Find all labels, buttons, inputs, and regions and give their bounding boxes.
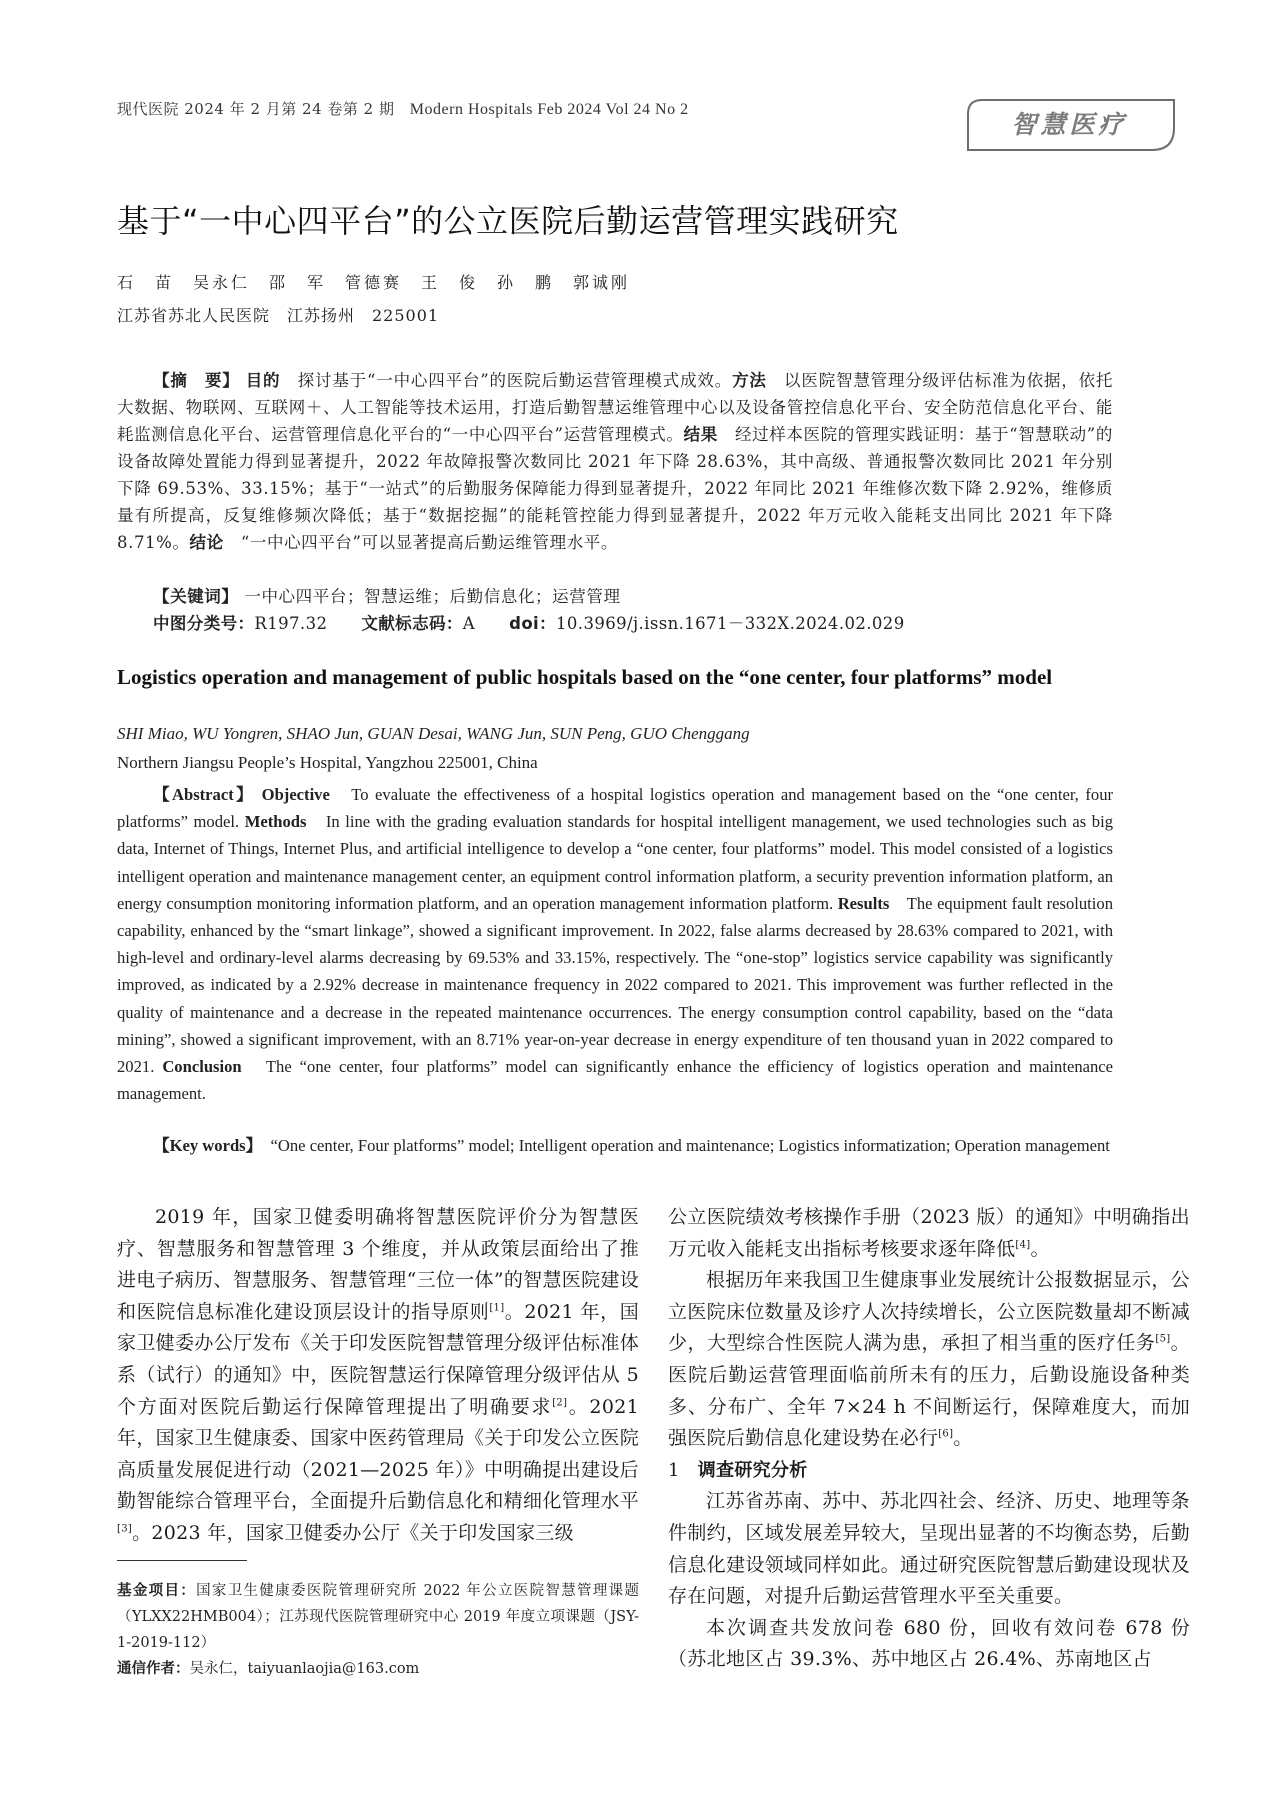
results-text-cn: 经过样本医院的管理实践证明：基于“智慧联动”的设备故障处置能力得到显著提升，2022 年故障报警次数同比 2021 年下降 28.63%，其中高级、普通报警次数同比 2021 年分别下降 69.53%、33.15%；基于“一站式”的后勤服务保障能力得到显著提升，2022 年同比 2021 年维修次数下降 2.92%，维修质量有所提高，反复维修频次降低；基于“数据挖掘”的能耗管控能力得到显著提升，2022 年万元收入能耗支出同比 2021 年下降 8.71%。 [117,425,1113,552]
keywords-text-cn: 一中心四平台；智慧运维；后勤信息化；运营管理 [244,587,621,606]
authors-cn: 石 苗 吴永仁 邵 军 管德赛 王 俊 孙 鹏 郭诚刚 [117,273,631,292]
keywords-en [117,1132,1113,1159]
results-text-en: The equipment fault resolution capability, enhanced by the “smart linkage”, showed a significant improvement. In 2022, false alarms decreased by 28.63% compared to 2021, with high-level and ordinary-level alarms decreasing by 69.53% and 33.15%, respectively. The “one-stop” logistics service capability was significantly improved, as indicated by a 2.92% decrease in maintenance frequency in 2022 compared to 2021. This improvement was further reflected in the quality of maintenance and a decrease in the repeated maintenance occurrences. The energy consumption control capability, based on the “data mining”, showed a significant improvement, with an 8.71% year-on-year decrease in energy expenditure of ten thousand yuan in 2022 compared to 2021. [117,893,1113,1077]
doccode-label: 文献标志码： [361,614,463,633]
conclusion-text-en: The “one center, four platforms” model can significantly enhance the efficiency of logistics operation and maintenance management. [117,1057,1114,1104]
abstract-cn [117,367,1113,556]
abstract-label-en: 【Abstract】 [153,785,256,804]
abstract-en [117,781,1113,1107]
journal-cn: 现代医院 2024 年 2 月第 24 卷第 2 期 [117,100,395,118]
keywords-text-en: “One center, Four platforms” model; Intelligent operation and maintenance; Logistics informatization; Operation management [253,1136,1110,1155]
body-paragraph [117,1202,639,1550]
citation[interactable]: [4] [1015,1239,1031,1251]
objective-label-en: Objective [261,785,330,804]
results-label-cn: 结果 [683,425,718,444]
methods-label-en: Methods [244,812,307,832]
conclusion-label-cn: 结论 [189,533,224,552]
body-text: 。 [953,1427,973,1450]
citation[interactable]: [6] [938,1428,954,1440]
doccode-value: A [462,614,476,633]
body-column-left [117,1202,639,1550]
body-text: 。2023 年，国家卫健委办公厅《关于印发国家三级 [132,1521,574,1544]
running-header [117,98,689,119]
keywords-cn [117,583,1149,610]
clc-label: 中图分类号： [153,614,255,633]
body-text: 。2021 年，国家卫健委办公厅发布《关于印发医院智慧管理分级评估标准体系（试行）的通知》中，医院智慧运行保障管理分级评估从 5 个方面对医院后勤运行保障管理提出了明确要求 [117,1300,639,1418]
body-paragraph [668,1202,1190,1265]
body-text: 公立医院绩效考核操作手册（2023 版）的通知》中明确指出万元收入能耗支出指标考核要求逐年降低 [668,1206,1190,1260]
body-paragraph [668,1265,1190,1455]
affiliation-en: Northern Jiangsu People’s Hospital, Yangzhou 225001, China [117,753,538,772]
objective-label-cn: 目的 [245,371,281,390]
correspondence-text: 吴永仁，taiyuanlaojia@163.com [189,1661,420,1677]
journal-en: Modern Hospitals Feb 2024 Vol 24 No 2 [409,101,689,118]
section-number: 1 [668,1459,680,1481]
methods-text-en: In line with the grading evaluation standards for hospital intelligent management, we used technologies such as big data, Internet of Things, Internet Plus, and artificial intelligence to develop a “one center, four platforms” model. This model consisted of a logistics intelligent operation and maintenance management center, an equipment control information platform, a security prevention information platform, an energy consumption monitoring information platform, and an operation management information platform. [117,812,1113,913]
fund-label: 基金项目： [117,1583,197,1599]
section-title: 调查研究分析 [697,1459,808,1481]
objective-text-cn: 探讨基于“一中心四平台”的医院后勤运营管理模式成效。 [280,371,733,390]
section-heading [668,1455,1190,1487]
body-paragraph: 江苏省苏南、苏中、苏北四社会、经济、历史、地理等条件制约，区域发展差异较大，呈现出显著的不均衡态势，后勤信息化建设领域同样如此。通过研究医院智慧后勤建设现状及存在问题，对提升后勤运营管理水平至关重要。 [668,1490,1190,1608]
body-text: 。 [1030,1237,1050,1260]
authors-en: SHI Miao, WU Yongren, SHAO Jun, GUAN Desai, WANG Jun, SUN Peng, GUO Chenggang [117,724,750,743]
body-column-right [668,1202,1190,1676]
footnotes [117,1578,639,1682]
fund-footnote [117,1578,639,1656]
citation[interactable]: [5] [1155,1334,1171,1346]
body-text: 2019 年，国家卫健委明确将智慧医院评价分为智慧医疗、智慧服务和智慧管理 3 个维度，并从政策层面给出了推进电子病历、智慧服务、智慧管理“三位一体”的智慧医院建设和医院信息标准化建设顶层设计的指导原则 [117,1206,639,1323]
fund-text: 国家卫生健康委医院管理研究所 2022 年公立医院智慧管理课题（YLXX22HMB004）；江苏现代医院管理研究中心 2019 年度立项课题（JSY-1-2019-112） [117,1583,639,1651]
correspondence-label: 通信作者： [117,1661,190,1677]
footnote-divider [117,1560,247,1561]
classification-line [117,610,1149,637]
citation[interactable]: [1] [489,1302,505,1314]
keywords-label-en: 【Key words】 [153,1136,254,1155]
body-paragraph: 本次调查共发放问卷 680 份，回收有效问卷 678 份（苏北地区占 39.3%、苏中地区占 26.4%、苏南地区占 [668,1616,1190,1671]
paper-title-en: Logistics operation and management of public hospitals based on the “one center, four platforms” model [117,665,1053,689]
section-tag [962,96,1177,154]
correspondence-footnote [117,1656,639,1682]
citation[interactable]: [3] [117,1523,133,1535]
section-tag-label: 智慧医疗 [1011,110,1128,139]
paper-title-cn: 基于“一中心四平台”的公立医院后勤运营管理实践研究 [117,202,899,240]
doi-value: 10.3969/j.issn.1671－332X.2024.02.029 [556,614,905,633]
conclusion-label-en: Conclusion [162,1057,242,1077]
clc-value: R197.32 [254,614,328,633]
results-label-en: Results [837,893,890,913]
doi-label: doi： [509,614,557,633]
methods-label-cn: 方法 [732,371,767,390]
conclusion-text-cn: “一中心四平台”可以显著提高后勤运维管理水平。 [223,533,619,552]
body-text: 。2021 年，国家卫生健康委、国家中医药管理局《关于印发公立医院高质量发展促进行动（2021—2025 年）》中明确提出建设后勤智能综合管理平台，全面提升后勤信息化和精细化管理水平 [117,1395,639,1513]
objective-text-en: To evaluate the effectiveness of a hospital logistics operation and management based on the “one center, four platforms” model. [117,785,1114,832]
body-text: 。医院后勤运营管理面临前所未有的压力，后勤设施设备种类多、分布广、全年 7×24 h 不间断运行，保障难度大，而加强医院后勤信息化建设势在必行 [668,1332,1190,1450]
body-text: 根据历年来我国卫生健康事业发展统计公报数据显示，公立医院床位数量及诊疗人次持续增长，公立医院数量却不断减少，大型综合性医院人满为患，承担了相当重的医疗任务 [668,1269,1190,1355]
citation[interactable]: [2] [552,1397,568,1409]
abstract-label-cn: 【摘 要】 [153,371,240,390]
methods-text-cn: 以医院智慧管理分级评估标准为依据，依托大数据、物联网、互联网＋、人工智能等技术运用，打造后勤智慧运维管理中心以及设备管控信息化平台、安全防范信息化平台、能耗监测信息化平台、运营管理信息化平台的“一中心四平台”运营管理模式。 [117,371,1114,444]
keywords-label-cn: 【关键词】 [153,587,239,606]
affiliation-cn: 江苏省苏北人民医院 江苏扬州 225001 [117,306,440,325]
